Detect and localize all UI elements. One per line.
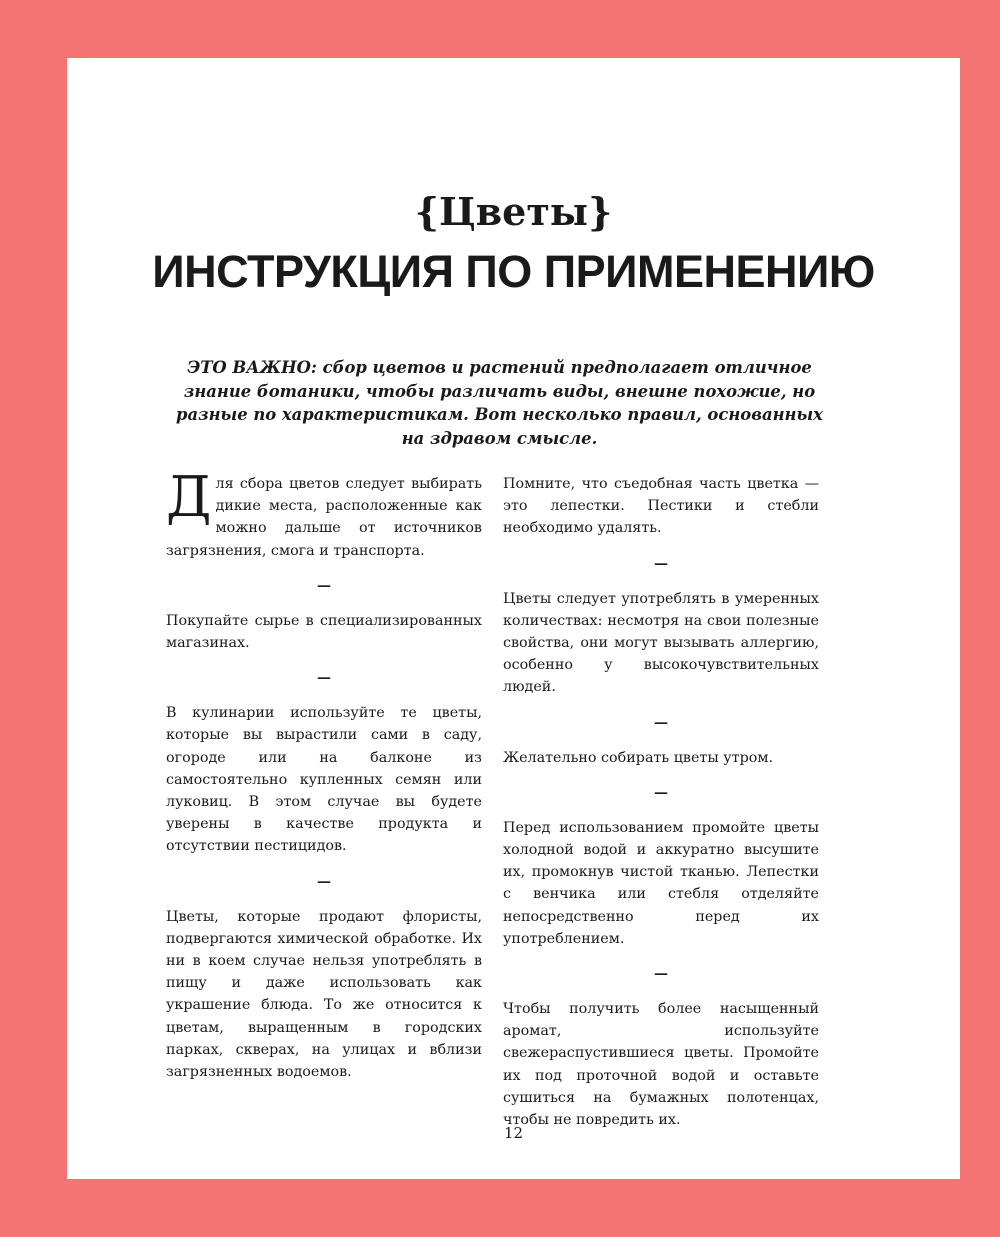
paragraph-left-3: В кулинарии используйте те цветы, которые вы вырастили сами в саду, огороде или на балконе из самостоятельно купленных семян или луковиц. В этом случае вы будете уверены в качестве продукта и отсутствии пестицидов.	[166, 705, 482, 855]
paragraph-left-1	[166, 465, 482, 562]
paragraph-right-5: Чтобы получить более насыщенный аромат, используйте свежераспустившиеся цветы. Промойте их под проточной водой и оставьте сушиться на бумажных полотенцах, чтобы не повредить их.	[503, 1001, 819, 1129]
separator-dash: —	[654, 966, 668, 983]
separator-dash: —	[654, 555, 668, 572]
paragraph-right-4: Перед использованием промойте цветы холодной водой и аккуратно высушите их, промокнув чистой тканью. Лепестки с венчика или стебля отделяйте непосредственно перед их употреблением.	[503, 819, 819, 947]
separator-dash: —	[317, 670, 331, 687]
separator-dash: —	[317, 577, 331, 594]
paragraph-right-2: Цветы следует употреблять в умеренных количествах: несмотря на свои полезные свойства, они могут вызывать аллергию, особенно у высокочувствительных людей.	[503, 590, 819, 696]
title-brace: {Цветы}	[414, 189, 613, 234]
paragraph-left-2: Покупайте сырье в специализированных магазинах.	[166, 612, 482, 652]
separator-dash: —	[654, 784, 668, 801]
drop-cap: Д	[166, 465, 212, 530]
right-column	[503, 473, 819, 1131]
page-sheet	[67, 58, 960, 1179]
paragraph-left-4: Цветы, которые продают флористы, подвергаются химической обработке. Их ни в коем случае нельзя употреблять в пищу и даже использовать как украшение блюда. То же относится к цветам, выращенным в городских парках, скверах, на улицах и вблизи загрязненных водоемов.	[166, 908, 482, 1081]
page-title: ИНСТРУКЦИЯ ПО ПРИМЕНЕНИЮ	[152, 246, 875, 297]
paragraph-right-3: Желательно собирать цветы утром.	[503, 749, 773, 766]
page-number: 12	[503, 1124, 524, 1142]
left-column	[166, 465, 482, 1083]
separator-dash: —	[317, 873, 331, 890]
intro-warning: ЭТО ВАЖНО: сбор цветов и растений предполагает отличное знание ботаники, чтобы различать виды, внешне похожие, но разные по характеристикам. Вот несколько правил, основанных на здравом смысле.	[176, 358, 823, 448]
paragraph-right-1: Помните, что съедобная часть цветка — это лепестки. Пестики и стебли необходимо удалять.	[503, 476, 819, 537]
separator-dash: —	[654, 714, 668, 731]
paragraph-left-1-text: ля сбора цветов следует выбирать дикие места, расположенные как можно дальше от источников загрязнения, смога и транспорта.	[166, 476, 482, 559]
